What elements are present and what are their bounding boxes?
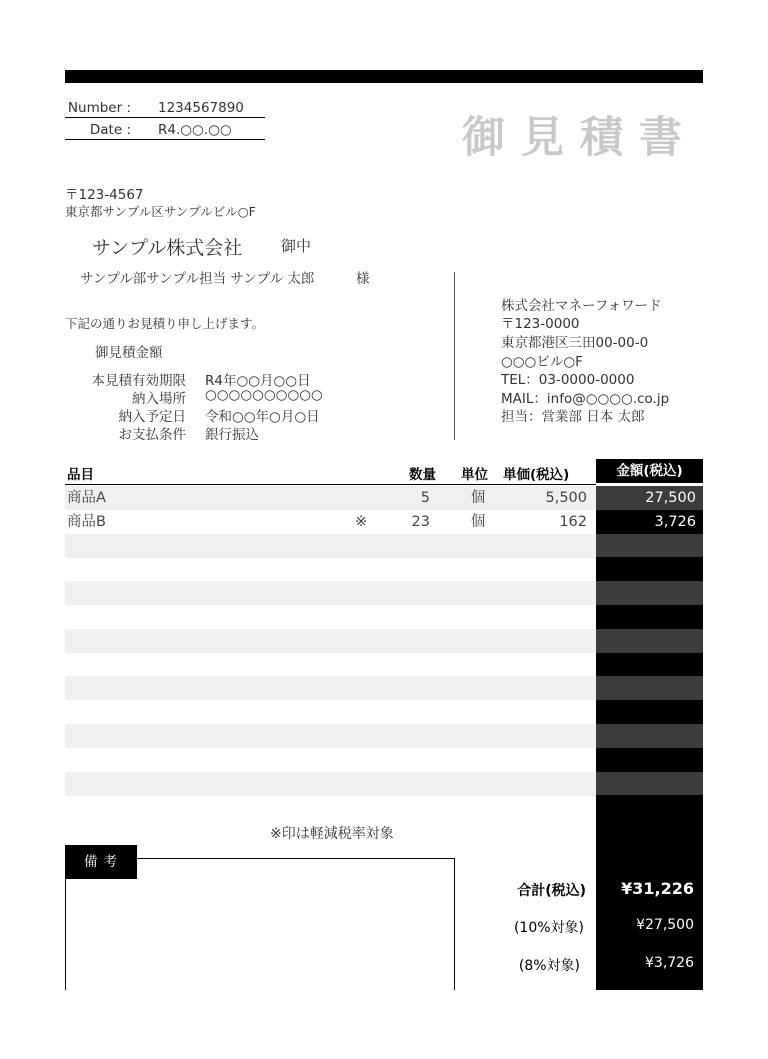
intro-lead: 下記の通りお見積り申し上げます。 xyxy=(65,316,265,331)
amount-cell-background xyxy=(596,676,703,700)
item-price: 162 xyxy=(559,513,587,530)
row-background xyxy=(65,748,596,772)
rate10-label: (10%対象) xyxy=(513,920,584,936)
row-background xyxy=(65,653,596,677)
table-row xyxy=(65,557,703,581)
seller-address: 東京都港区三田00-00-0 xyxy=(501,335,649,351)
seller-mail: MAIL：info@○○○○.co.jp xyxy=(501,391,670,407)
number-label: Number : xyxy=(67,100,131,116)
header-qty: 数量 xyxy=(409,467,436,483)
client-person-suffix: 様 xyxy=(356,271,370,287)
item-qty: 23 xyxy=(411,513,430,530)
client-postal: 〒123-4567 xyxy=(65,187,144,203)
estimate-amount-label: 御見積金額 xyxy=(95,345,163,361)
item-amount: 27,500 xyxy=(645,490,696,506)
table-row xyxy=(65,724,703,748)
header-unit: 単位 xyxy=(461,467,488,483)
condition-value: 令和○○年○月○日 xyxy=(205,409,320,425)
header-price: 単価(税込) xyxy=(503,467,570,483)
amount-cell-background xyxy=(596,772,703,796)
number-row xyxy=(65,99,265,118)
amount-cell-background xyxy=(596,724,703,748)
table-row xyxy=(65,653,703,677)
row-background xyxy=(65,605,596,629)
seller-postal: 〒123-0000 xyxy=(501,316,580,332)
item-unit: 個 xyxy=(470,490,486,506)
condition-label: 納入場所 xyxy=(132,391,186,407)
header-item: 品目 xyxy=(67,467,94,483)
header-bar xyxy=(65,70,703,83)
divider-line xyxy=(454,272,455,440)
rate10-value: ¥27,500 xyxy=(636,917,694,933)
row-background xyxy=(65,772,596,796)
seller-tel: TEL：03-0000-0000 xyxy=(501,372,635,388)
table-row xyxy=(65,676,703,700)
table-row xyxy=(65,510,703,534)
amount-cell-background xyxy=(596,700,703,724)
table-header-rule xyxy=(65,484,596,485)
reduced-tax-mark: ※ xyxy=(355,513,368,530)
table-row xyxy=(65,486,703,510)
condition-label: 本見積有効期限 xyxy=(91,373,186,389)
row-background xyxy=(65,534,596,558)
item-name: 商品A xyxy=(67,490,106,506)
client-person: サンプル部サンプル担当 サンプル 太郎 xyxy=(80,271,315,287)
row-background xyxy=(65,724,596,748)
row-background xyxy=(65,700,596,724)
total-label: 合計(税込) xyxy=(517,883,586,899)
row-background xyxy=(65,629,596,653)
amount-cell-background xyxy=(596,605,703,629)
condition-value: ○○○○○○○○○○ xyxy=(205,387,323,403)
item-amount: 3,726 xyxy=(654,513,696,530)
table-row xyxy=(65,700,703,724)
client-company-suffix: 御中 xyxy=(281,237,312,255)
client-address: 東京都サンプル区サンプルビル○F xyxy=(65,204,256,219)
table-row xyxy=(65,772,703,796)
seller-building: ○○○ビル○F xyxy=(501,354,583,370)
item-price: 5,500 xyxy=(545,490,587,506)
amount-cell-background xyxy=(596,557,703,581)
condition-label: お支払条件 xyxy=(118,427,186,443)
table-row xyxy=(65,629,703,653)
row-background xyxy=(65,557,596,581)
reduced-tax-note: ※印は軽減税率対象 xyxy=(270,826,394,842)
table-row xyxy=(65,748,703,772)
total-value: ¥31,226 xyxy=(621,879,694,898)
rate8-value: ¥3,726 xyxy=(645,955,694,971)
row-background xyxy=(65,676,596,700)
amount-cell-background xyxy=(596,534,703,558)
client-company: サンプル株式会社 xyxy=(92,237,243,259)
amount-cell-background xyxy=(596,653,703,677)
rate8-label: (8%対象) xyxy=(518,958,580,974)
condition-value: 銀行振込 xyxy=(205,427,259,443)
document-title: 御見積書 xyxy=(462,113,698,163)
item-unit: 個 xyxy=(470,513,486,530)
number-value: 1234567890 xyxy=(158,100,244,116)
seller-contact: 担当：営業部 日本 太郎 xyxy=(501,409,645,425)
seller-company: 株式会社マネーフォワード xyxy=(501,298,662,314)
remarks-label: 備考 xyxy=(65,845,137,879)
table-row xyxy=(65,534,703,558)
date-value: R4.○○.○○ xyxy=(158,122,232,138)
amount-cell-background xyxy=(596,581,703,605)
amount-cell-background xyxy=(596,629,703,653)
amount-cell-background xyxy=(596,748,703,772)
condition-label: 納入予定日 xyxy=(118,409,186,425)
condition-value: R4年○○月○○日 xyxy=(205,373,311,389)
item-qty: 5 xyxy=(420,490,430,506)
row-background xyxy=(65,581,596,605)
item-name: 商品B xyxy=(67,513,106,530)
table-row xyxy=(65,605,703,629)
date-row xyxy=(65,121,265,140)
header-amount: 金額(税込) xyxy=(596,459,703,483)
table-row xyxy=(65,581,703,605)
date-label: Date : xyxy=(89,122,131,138)
